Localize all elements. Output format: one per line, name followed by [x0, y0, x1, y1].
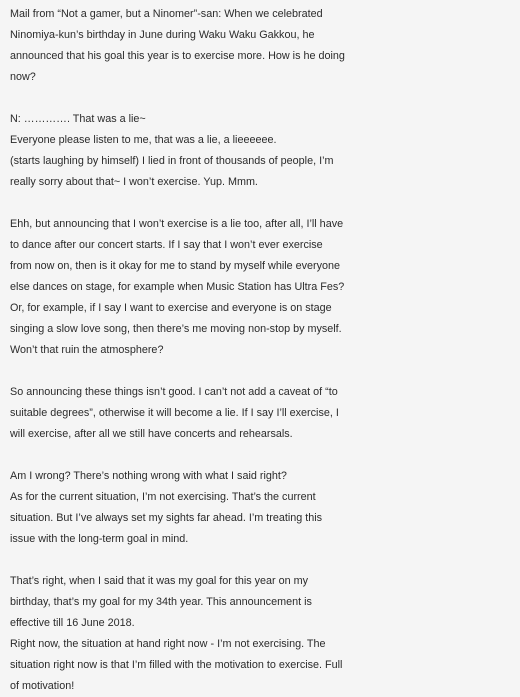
text-line: situation. But I’ve always set my sights far ahead. I’m treating this — [10, 512, 323, 524]
text-line: That’s right, when I said that it was my goal for this year on my — [10, 575, 309, 587]
text-line: N: …………. That was a lie~ — [10, 113, 146, 125]
text-line: situation right now is that I’m filled with the motivation to exercise. Full — [10, 659, 343, 671]
paragraph-goal — [10, 571, 511, 697]
paragraph-dance — [10, 214, 511, 361]
paragraph-situation — [10, 466, 511, 550]
text-line: effective till 16 June 2018. — [10, 617, 135, 629]
text-line: As for the current situation, I’m not exercising. That’s the current — [10, 491, 316, 503]
text-line: to dance after our concert starts. If I say that I won’t ever exercise — [10, 239, 323, 251]
text-line: now? — [10, 71, 36, 83]
text-line: of motivation! — [10, 680, 75, 692]
paragraph-reply-lie — [10, 109, 511, 193]
paragraph-mail-intro — [10, 4, 511, 88]
text-line: issue with the long-term goal in mind. — [10, 533, 189, 545]
text-line: else dances on stage, for example when Music Station has Ultra Fes? — [10, 281, 345, 293]
paragraph-caveat — [10, 382, 511, 445]
text-line: Ehh, but announcing that I won’t exercise is a lie too, after all, I’ll have — [10, 218, 344, 230]
text-line: Won’t that ruin the atmosphere? — [10, 344, 164, 356]
text-line: (starts laughing by himself) I lied in front of thousands of people, I’m — [10, 155, 334, 167]
text-line: suitable degrees”, otherwise it will become a lie. If I say I’ll exercise, I — [10, 407, 339, 419]
text-line: will exercise, after all we still have concerts and rehearsals. — [10, 428, 293, 440]
text-line: So announcing these things isn’t good. I can’t not add a caveat of “to — [10, 386, 338, 398]
text-line: announced that his goal this year is to exercise more. How is he doing — [10, 50, 345, 62]
text-line: birthday, that’s my goal for my 34th year. This announcement is — [10, 596, 312, 608]
text-line: really sorry about that~ I won’t exercise. Yup. Mmm. — [10, 176, 258, 188]
text-line: from now on, then is it okay for me to stand by myself while everyone — [10, 260, 341, 272]
text-line: Ninomiya-kun’s birthday in June during Waku Waku Gakkou, he — [10, 29, 315, 41]
text-line: Right now, the situation at hand right now - I’m not exercising. The — [10, 638, 326, 650]
text-line: Or, for example, if I say I want to exercise and everyone is on stage — [10, 302, 332, 314]
text-line: Mail from “Not a gamer, but a Ninomer”-san: When we celebrated — [10, 8, 323, 20]
text-line: singing a slow love song, then there’s me moving non-stop by myself. — [10, 323, 342, 335]
text-line: Am I wrong? There’s nothing wrong with what I said right? — [10, 470, 287, 482]
text-line: Everyone please listen to me, that was a lie, a lieeeeee. — [10, 134, 277, 146]
